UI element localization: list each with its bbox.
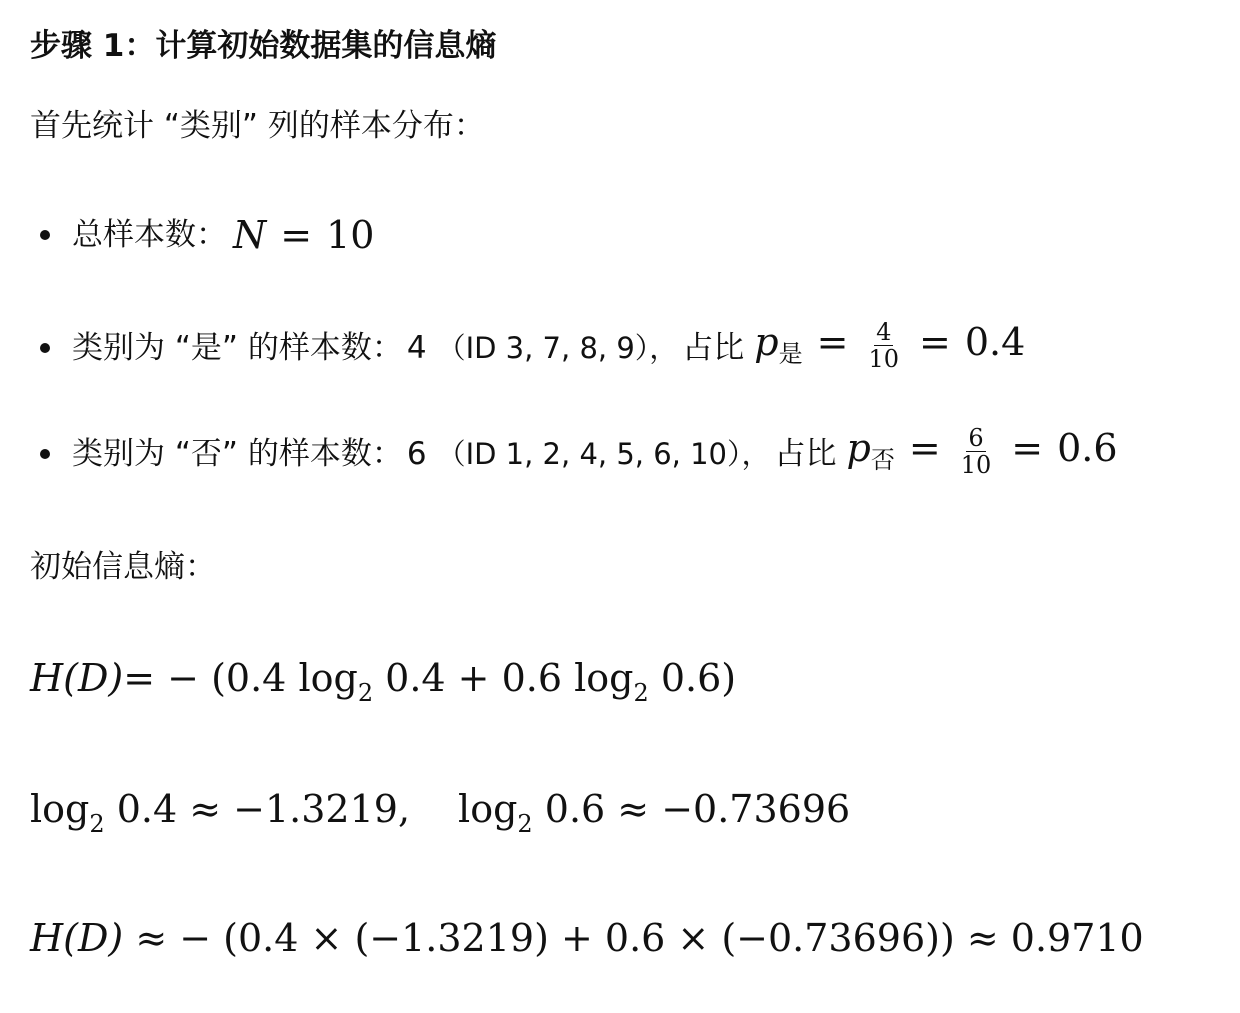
bullet-dot-icon — [40, 449, 50, 459]
yes-result: 0.4 — [964, 320, 1026, 364]
no-ratio-label: 占比 — [774, 436, 837, 472]
yes-denominator: 10 — [868, 345, 899, 373]
yes-count: 4 — [406, 330, 427, 366]
yes-ids: （ID 3, 7, 8, 9）， — [436, 331, 679, 365]
bullet-dot-icon — [40, 230, 50, 240]
total-formula — [233, 205, 374, 265]
equation-log-values — [30, 779, 850, 854]
eq3-lhs: H(D) — [30, 916, 124, 960]
eq2-part1: 0.4 ≈ −1.3219, — [104, 787, 411, 831]
no-var: p — [846, 426, 871, 470]
no-fraction — [961, 426, 992, 477]
eq1-base-2: 2 — [633, 679, 649, 707]
eq2-part2: 0.6 ≈ −0.73696 — [532, 787, 851, 831]
equation-entropy-result — [30, 908, 1144, 968]
total-eq: = — [280, 213, 313, 257]
equation-entropy-expansion — [30, 648, 736, 723]
yes-sub: 是 — [778, 340, 803, 368]
eq2-base-2: 2 — [517, 810, 533, 838]
eq1-rhs-b: 0.4 + 0.6 — [373, 656, 575, 700]
eq2-log-1: log — [30, 787, 90, 831]
no-sub: 否 — [870, 446, 895, 474]
eq1-log-1: log — [298, 656, 358, 700]
no-formula: $p_否$ = $\frac{6}{10}$ = 0.6 — [846, 424, 1118, 479]
eq1-rhs-a: = − (0.4 — [123, 656, 299, 700]
yes-ratio-label: 占比 — [682, 330, 745, 366]
bullet-dot-icon — [40, 343, 50, 353]
eq1-lhs: H(D) — [30, 656, 124, 700]
eq2-log-2: log — [458, 787, 518, 831]
eq3-rhs: ≈ − (0.4 × (−1.3219) + 0.6 × (−0.73696)) ≈ 0.9710 — [123, 916, 1144, 960]
list-item-total — [40, 205, 374, 265]
no-count: 6 — [406, 436, 427, 472]
eq1-rhs-c: 0.6) — [648, 656, 737, 700]
no-result: 0.6 — [1057, 426, 1118, 470]
list-item-no — [40, 418, 1118, 490]
total-value: 10 — [326, 213, 375, 257]
total-label: 总样本数： — [72, 217, 227, 253]
eq1-log-2: log — [574, 656, 634, 700]
eq1-base-1: 2 — [357, 679, 374, 707]
intro-paragraph: 首先统计 “类别” 列的样本分布： — [30, 108, 485, 144]
yes-fraction — [868, 320, 899, 371]
no-ids: （ID 1, 2, 4, 5, 6, 10）， — [436, 437, 771, 471]
list-item-yes — [40, 312, 1025, 384]
entropy-label: 初始信息熵： — [30, 549, 216, 585]
eq2-base-1: 2 — [89, 810, 105, 838]
yes-numerator: 4 — [876, 318, 892, 346]
step-heading: 步骤 1：计算初始数据集的信息熵 — [30, 28, 497, 64]
no-numerator: 6 — [968, 424, 984, 452]
no-denominator: 10 — [960, 451, 992, 479]
yes-formula: $p_是$ = $\frac{4}{10}$ = 0.4 — [754, 318, 1026, 373]
total-var: N — [233, 213, 267, 257]
yes-label: 类别为 “是” 的样本数： — [72, 330, 403, 366]
no-label: 类别为 “否” 的样本数： — [72, 436, 403, 472]
yes-var: p — [754, 320, 779, 364]
